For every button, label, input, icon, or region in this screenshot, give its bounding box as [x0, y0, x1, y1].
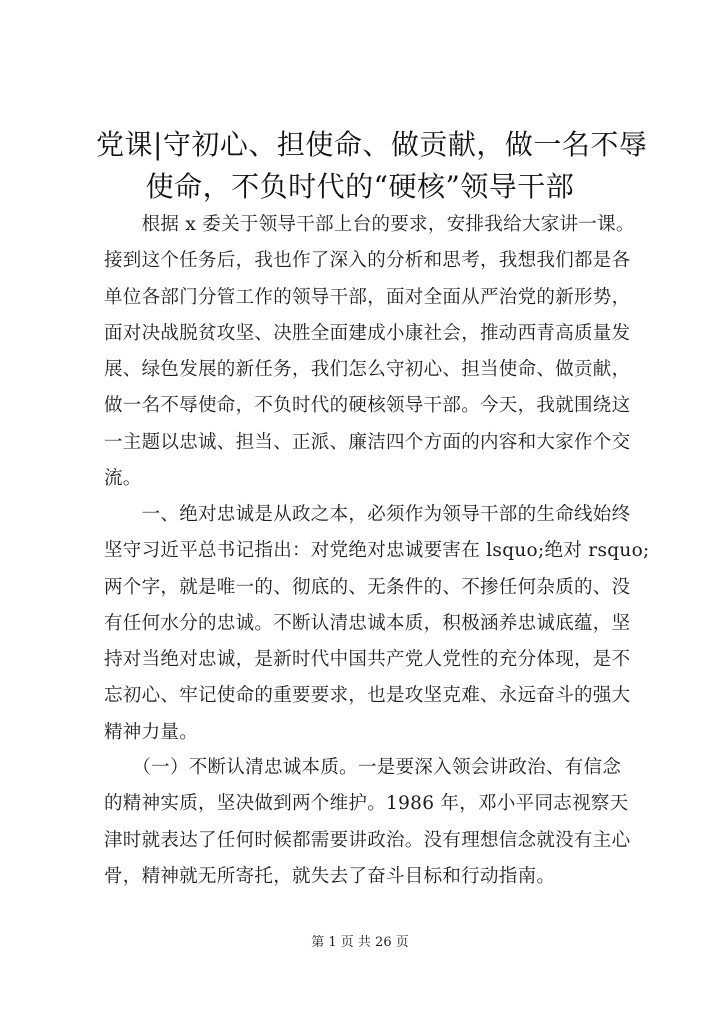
text-line: 接到这个任务后，我也作了深入的分析和思考，我想我们都是各 — [104, 250, 631, 272]
text-line: （一）不断认清忠诚本质。一是要深入领会讲政治、有信念 — [104, 757, 622, 778]
title-line: 党课|守初心、担使命、做贡献，做一名不辱 — [96, 128, 648, 161]
text-line: 做一名不辱使命，不负时代的硬核领导干部。今天，我就围绕这 — [104, 395, 631, 417]
text-line: 流。 — [104, 468, 142, 490]
text-line: 面对决战脱贫攻坚、决胜全面建成小康社会，推动西青高质量发 — [104, 322, 631, 344]
text-line: 持对当绝对忠诚，是新时代中国共产党人党性的充分体现，是不 — [104, 649, 631, 671]
paragraph-section-one — [104, 750, 632, 895]
text-line: 根据 x 委关于领导干部上台的要求，安排我给大家讲一课。 — [104, 214, 635, 235]
text-line: 一主题以忠诚、担当、正派、廉洁四个方面的内容和大家作个交 — [104, 431, 631, 453]
text-line: 单位各部门分管工作的领导干部，面对全面从严治党的新形势， — [104, 286, 631, 308]
text-line: 展、绿色发展的新任务，我们怎么守初心、担当使命、做贡献， — [104, 359, 631, 381]
text-line: 精神力量。 — [104, 721, 199, 743]
paragraph-loyalty — [104, 497, 650, 751]
text-line: 有任何水分的忠诚。不断认清忠诚本质，积极涵养忠诚底蕴，坚 — [104, 612, 631, 634]
text-line: 坚守习近平总书记指出：对党绝对忠诚要害在 lsquo;绝对 rsquo; — [104, 540, 650, 562]
text-line: 津时就表达了任何时候都需要讲政治。没有理想信念就没有主心 — [104, 829, 631, 851]
text-line: 一、绝对忠诚是从政之本，必须作为领导干部的生命线始终 — [104, 504, 631, 525]
paragraph-intro — [104, 207, 635, 497]
page-footer: 第 1 页 共 26 页 — [311, 935, 409, 950]
text-line: 的精神实质，坚决做到两个维护。1986 年，邓小平同志视察天 — [104, 793, 629, 815]
text-line: 骨，精神就无所寄托，就失去了奋斗目标和行动指南。 — [104, 865, 556, 887]
text-line: 两个字，就是唯一的、彻底的、无条件的、不掺任何杂质的、没 — [104, 576, 631, 598]
document-title — [96, 124, 648, 208]
text-line: 忘初心、牢记使命的重要要求，也是攻坚克难、永远奋斗的强大 — [104, 685, 631, 707]
title-line: 使命，不负时代的“硬核”领导干部 — [145, 170, 575, 203]
